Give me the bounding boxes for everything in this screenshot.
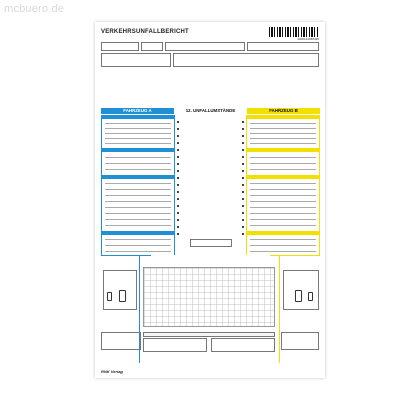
accident-report-form — [95, 22, 325, 378]
damage-box — [101, 53, 171, 67]
blue-border-bottom — [101, 255, 151, 256]
accident-sketch-grid — [143, 267, 275, 327]
bottle-icon — [295, 290, 302, 302]
barcode-number: 4006144088496 — [297, 37, 319, 41]
vehicle-b-header: FAHRZEUG B — [247, 108, 320, 114]
time-box — [141, 42, 163, 51]
date-box — [101, 42, 139, 51]
location-box — [165, 42, 245, 51]
injuries-box — [247, 42, 319, 51]
circumstances-column — [174, 115, 247, 255]
watermark: mcbuero.de — [4, 3, 65, 15]
bottle-icon — [119, 290, 126, 302]
bottle-icon — [107, 292, 112, 301]
remarks-box-b — [281, 332, 319, 350]
vehicle-b-column — [247, 115, 320, 255]
yellow-border-sketch-right — [279, 255, 280, 363]
vehicle-a-column — [101, 115, 174, 255]
circumstances-header: 12. UNFALLUMSTÄNDE — [185, 108, 236, 113]
remarks-box-a — [101, 332, 141, 350]
bottle-icon — [308, 292, 313, 301]
form-title: VERKEHRSUNFALLBERICHT — [101, 29, 189, 35]
witnesses-box — [173, 53, 319, 67]
signature-box-b — [211, 338, 275, 352]
vehicle-a-header: FAHRZEUG A — [101, 108, 174, 114]
barcode — [269, 27, 319, 37]
signature-bar — [143, 332, 275, 337]
publisher-logo: RNK Verlag — [101, 369, 123, 374]
yellow-border-bottom — [270, 255, 320, 256]
signature-box-a — [143, 338, 207, 352]
